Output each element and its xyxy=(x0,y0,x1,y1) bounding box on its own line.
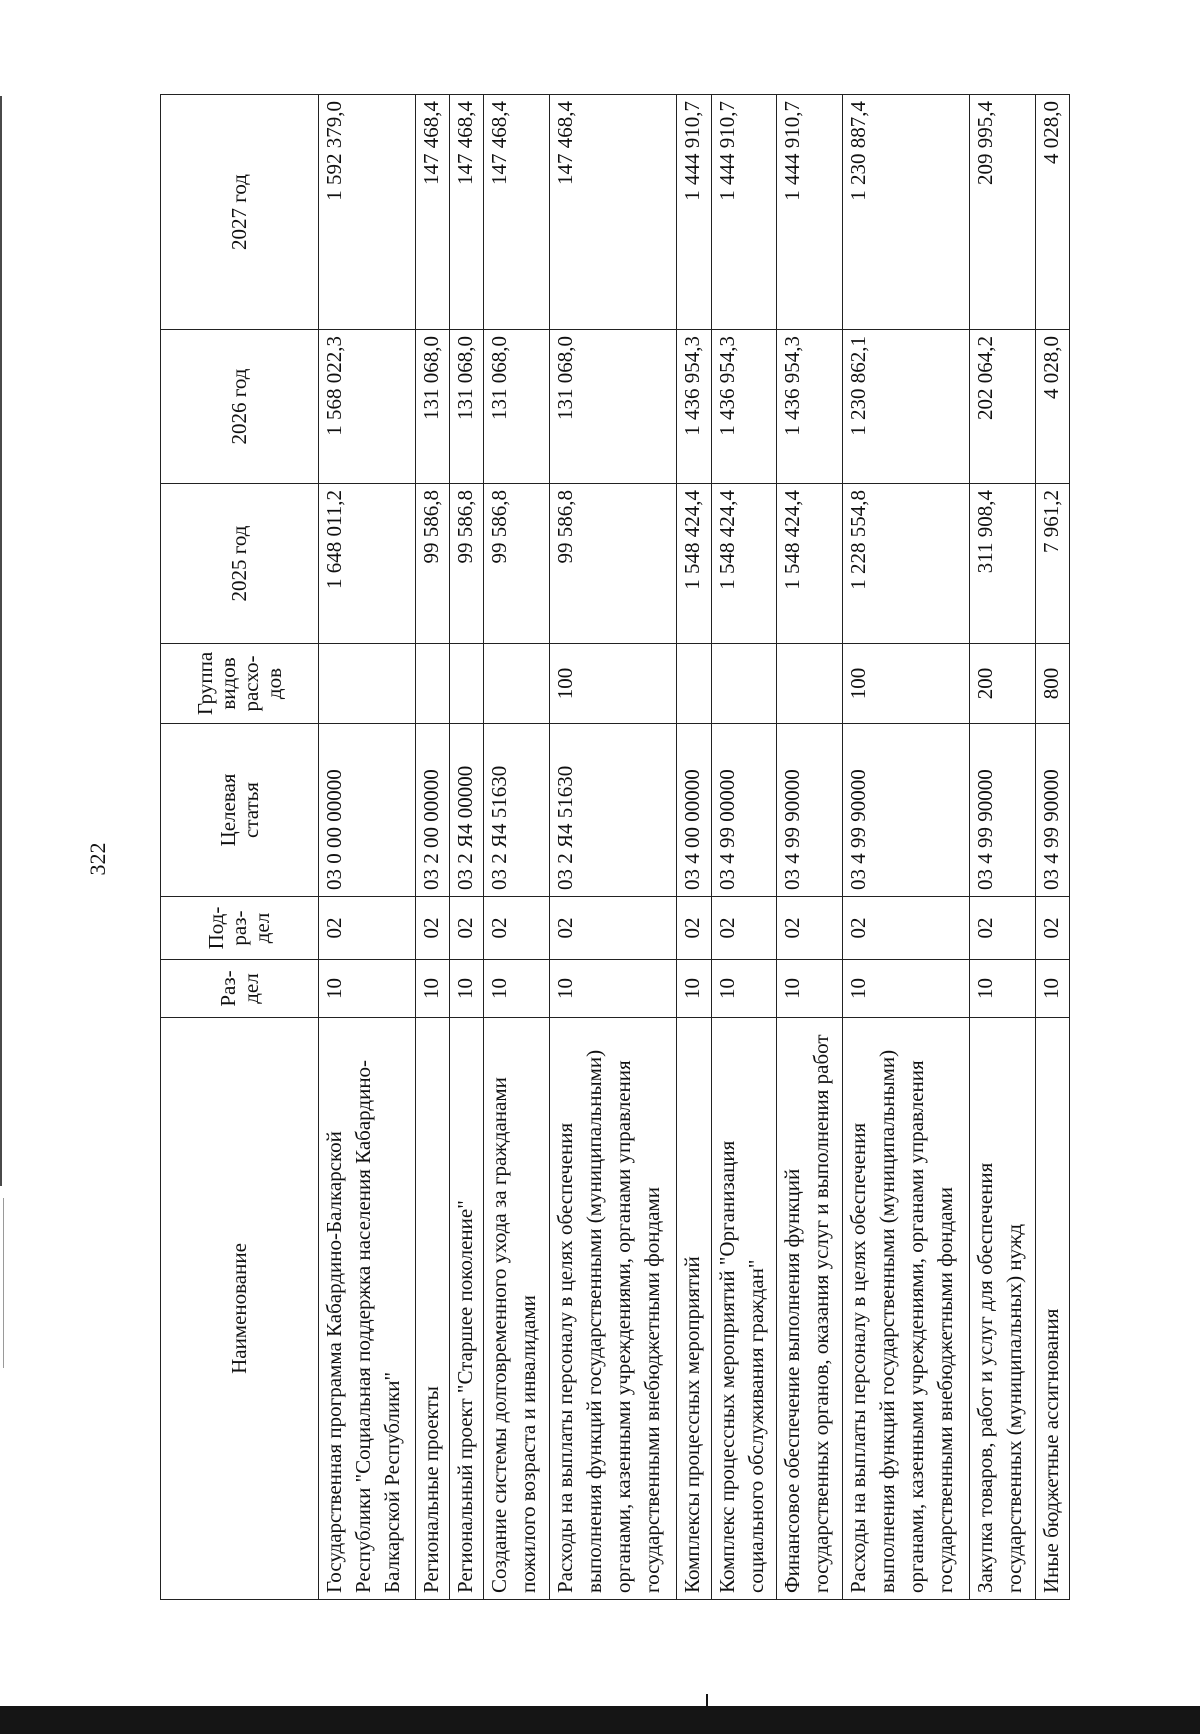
cell-section: 10 xyxy=(677,960,711,1018)
cell-subsection: 02 xyxy=(449,897,483,960)
cell-expense-group xyxy=(319,644,416,724)
cell-target-article: 03 4 00 00000 xyxy=(677,724,711,897)
cell-section: 10 xyxy=(549,960,677,1018)
cell-section: 10 xyxy=(415,960,449,1018)
cell-name: Финансовое обеспечение выполнения функций государственных органов, оказания услуг и выполнения работ xyxy=(777,1018,842,1600)
cell-subsection: 02 xyxy=(842,897,970,960)
cell-amount-2026: 4 028,0 xyxy=(1035,330,1069,484)
cell-expense-group: 200 xyxy=(970,644,1035,724)
scan-bottom-tick xyxy=(706,1694,708,1706)
cell-amount-2026: 131 068,0 xyxy=(449,330,483,484)
cell-subsection: 02 xyxy=(549,897,677,960)
cell-target-article: 03 4 99 00000 xyxy=(711,724,776,897)
cell-expense-group xyxy=(777,644,842,724)
cell-target-article: 03 4 99 90000 xyxy=(842,724,970,897)
table-row xyxy=(549,95,677,1600)
cell-amount-2027: 4 028,0 xyxy=(1035,95,1069,330)
cell-section: 10 xyxy=(484,960,549,1018)
cell-section: 10 xyxy=(449,960,483,1018)
table-row xyxy=(677,95,711,1600)
header-subsection: Под- раз- дел xyxy=(161,897,319,960)
cell-amount-2025: 1 228 554,8 xyxy=(842,484,970,644)
budget-table-rotated xyxy=(160,95,1070,1600)
table-row xyxy=(1035,95,1069,1600)
cell-amount-2027: 1 444 910,7 xyxy=(711,95,776,330)
table-row xyxy=(711,95,776,1600)
cell-target-article: 03 2 Я4 00000 xyxy=(449,724,483,897)
cell-target-article: 03 0 00 00000 xyxy=(319,724,416,897)
cell-amount-2026: 1 230 862,1 xyxy=(842,330,970,484)
cell-expense-group xyxy=(711,644,776,724)
table-row xyxy=(484,95,549,1600)
cell-amount-2025: 1 548 424,4 xyxy=(711,484,776,644)
cell-name: Региональный проект "Старшее поколение" xyxy=(449,1018,483,1600)
table-row xyxy=(970,95,1035,1600)
cell-name: Расходы на выплаты персоналу в целях обеспечения выполнения функций государственными (муниципальными) органами, казенными учреждениями, органами управления государственными внебюджетными фондами xyxy=(842,1018,970,1600)
cell-expense-group xyxy=(449,644,483,724)
cell-amount-2025: 99 586,8 xyxy=(549,484,677,644)
cell-name: Расходы на выплаты персоналу в целях обеспечения выполнения функций государственными (муниципальными) органами, казенными учреждениями, органами управления государственными внебюджетными фондами xyxy=(549,1018,677,1600)
cell-name: Создание системы долговременного ухода за гражданами пожилого возраста и инвалидами xyxy=(484,1018,549,1600)
table-row xyxy=(842,95,970,1600)
cell-amount-2026: 131 068,0 xyxy=(484,330,549,484)
cell-amount-2027: 209 995,4 xyxy=(970,95,1035,330)
cell-target-article: 03 4 99 90000 xyxy=(777,724,842,897)
cell-amount-2026: 131 068,0 xyxy=(415,330,449,484)
cell-amount-2025: 99 586,8 xyxy=(415,484,449,644)
scan-bottom-edge xyxy=(0,1706,1200,1734)
cell-target-article: 03 2 Я4 51630 xyxy=(549,724,677,897)
cell-name: Закупка товаров, работ и услуг для обеспечения государственных (муниципальных) нужд xyxy=(970,1018,1035,1600)
table-header-row xyxy=(161,95,319,1600)
cell-section: 10 xyxy=(1035,960,1069,1018)
cell-subsection: 02 xyxy=(484,897,549,960)
header-year-2027: 2027 год xyxy=(161,95,319,330)
cell-target-article: 03 2 00 00000 xyxy=(415,724,449,897)
cell-expense-group xyxy=(677,644,711,724)
cell-subsection: 02 xyxy=(415,897,449,960)
cell-amount-2026: 1 436 954,3 xyxy=(677,330,711,484)
scan-left-edge-mark xyxy=(3,1198,4,1368)
cell-amount-2026: 202 064,2 xyxy=(970,330,1035,484)
cell-amount-2025: 1 548 424,4 xyxy=(677,484,711,644)
table-row xyxy=(319,95,416,1600)
header-year-2025: 2025 год xyxy=(161,484,319,644)
cell-expense-group: 100 xyxy=(842,644,970,724)
header-name: Наименование xyxy=(161,1018,319,1600)
cell-subsection: 02 xyxy=(1035,897,1069,960)
cell-amount-2025: 99 586,8 xyxy=(484,484,549,644)
cell-name: Комплекс процессных мероприятий "Организация социального обслуживания граждан" xyxy=(711,1018,776,1600)
cell-amount-2027: 147 468,4 xyxy=(449,95,483,330)
cell-target-article: 03 4 99 90000 xyxy=(970,724,1035,897)
cell-amount-2025: 7 961,2 xyxy=(1035,484,1069,644)
cell-amount-2026: 1 436 954,3 xyxy=(711,330,776,484)
cell-target-article: 03 2 Я4 51630 xyxy=(484,724,549,897)
cell-amount-2027: 147 468,4 xyxy=(484,95,549,330)
table-row xyxy=(449,95,483,1600)
cell-amount-2027: 1 230 887,4 xyxy=(842,95,970,330)
cell-amount-2027: 1 444 910,7 xyxy=(677,95,711,330)
cell-name: Региональные проекты xyxy=(415,1018,449,1600)
header-year-2026: 2026 год xyxy=(161,330,319,484)
cell-amount-2027: 1 444 910,7 xyxy=(777,95,842,330)
header-target-article: Целевая статья xyxy=(161,724,319,897)
cell-amount-2025: 1 548 424,4 xyxy=(777,484,842,644)
scan-left-edge xyxy=(0,96,2,1186)
table-row xyxy=(777,95,842,1600)
cell-amount-2025: 311 908,4 xyxy=(970,484,1035,644)
cell-target-article: 03 4 99 90000 xyxy=(1035,724,1069,897)
header-expense-group: Группа видов расхо- дов xyxy=(161,644,319,724)
cell-amount-2025: 1 648 011,2 xyxy=(319,484,416,644)
cell-amount-2025: 99 586,8 xyxy=(449,484,483,644)
cell-amount-2026: 131 068,0 xyxy=(549,330,677,484)
cell-section: 10 xyxy=(711,960,776,1018)
cell-expense-group xyxy=(415,644,449,724)
cell-expense-group: 100 xyxy=(549,644,677,724)
header-section: Раз- дел xyxy=(161,960,319,1018)
cell-section: 10 xyxy=(970,960,1035,1018)
cell-section: 10 xyxy=(777,960,842,1018)
cell-amount-2026: 1 568 022,3 xyxy=(319,330,416,484)
page-number: 322 xyxy=(85,842,110,876)
cell-subsection: 02 xyxy=(777,897,842,960)
cell-name: Иные бюджетные ассигнования xyxy=(1035,1018,1069,1600)
cell-name: Государственная программа Кабардино-Балкарской Республики "Социальная поддержка населения Кабардино-Балкарской Республики" xyxy=(319,1018,416,1600)
cell-expense-group: 800 xyxy=(1035,644,1069,724)
table-body xyxy=(319,95,1070,1600)
budget-table xyxy=(160,94,1070,1600)
cell-subsection: 02 xyxy=(970,897,1035,960)
cell-section: 10 xyxy=(842,960,970,1018)
cell-amount-2027: 147 468,4 xyxy=(415,95,449,330)
cell-subsection: 02 xyxy=(677,897,711,960)
table-row xyxy=(415,95,449,1600)
cell-expense-group xyxy=(484,644,549,724)
cell-name: Комплексы процессных мероприятий xyxy=(677,1018,711,1600)
cell-section: 10 xyxy=(319,960,416,1018)
cell-amount-2026: 1 436 954,3 xyxy=(777,330,842,484)
cell-subsection: 02 xyxy=(711,897,776,960)
cell-amount-2027: 147 468,4 xyxy=(549,95,677,330)
cell-subsection: 02 xyxy=(319,897,416,960)
cell-amount-2027: 1 592 379,0 xyxy=(319,95,416,330)
